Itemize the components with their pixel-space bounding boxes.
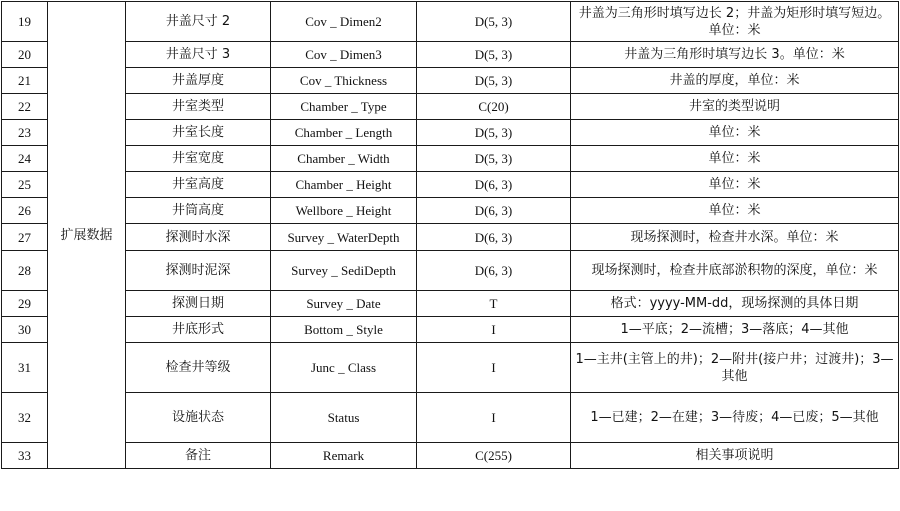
field-description: 井盖为三角形时填写边长 2；井盖为矩形时填写短边。单位：米 [571, 2, 899, 42]
field-name: 探测时泥深 [126, 251, 271, 291]
field-code: Status [271, 393, 417, 443]
group-label: 扩展数据 [48, 2, 126, 469]
field-type: D(6, 3) [417, 172, 571, 198]
table-row [2, 146, 899, 172]
field-code: Cov _ Dimen3 [271, 42, 417, 68]
row-number: 31 [2, 343, 48, 393]
field-name: 设施状态 [126, 393, 271, 443]
field-type: D(5, 3) [417, 68, 571, 94]
spec-table-body [2, 2, 899, 469]
row-number: 25 [2, 172, 48, 198]
field-description: 井盖的厚度，单位：米 [571, 68, 899, 94]
spec-table [1, 1, 899, 469]
field-type: D(5, 3) [417, 120, 571, 146]
table-row [2, 198, 899, 224]
field-code: Remark [271, 443, 417, 469]
field-type: D(5, 3) [417, 42, 571, 68]
field-name: 井底形式 [126, 317, 271, 343]
row-number: 33 [2, 443, 48, 469]
row-number: 23 [2, 120, 48, 146]
row-number: 32 [2, 393, 48, 443]
row-number: 22 [2, 94, 48, 120]
table-row [2, 224, 899, 251]
field-name: 备注 [126, 443, 271, 469]
field-code: Wellbore _ Height [271, 198, 417, 224]
field-type: D(6, 3) [417, 251, 571, 291]
field-name: 井室类型 [126, 94, 271, 120]
field-type: T [417, 291, 571, 317]
table-row [2, 68, 899, 94]
field-description: 井室的类型说明 [571, 94, 899, 120]
field-name: 探测日期 [126, 291, 271, 317]
field-name: 井盖厚度 [126, 68, 271, 94]
field-name: 井盖尺寸 3 [126, 42, 271, 68]
field-description: 相关事项说明 [571, 443, 899, 469]
field-name: 井室宽度 [126, 146, 271, 172]
field-code: Chamber _ Height [271, 172, 417, 198]
field-code: Chamber _ Length [271, 120, 417, 146]
field-name: 井室高度 [126, 172, 271, 198]
field-code: Junc _ Class [271, 343, 417, 393]
table-row [2, 172, 899, 198]
field-code: Bottom _ Style [271, 317, 417, 343]
field-description: 1—平底；2—流槽；3—落底；4—其他 [571, 317, 899, 343]
field-type: I [417, 317, 571, 343]
field-description: 单位：米 [571, 198, 899, 224]
table-row [2, 343, 899, 393]
field-name: 探测时水深 [126, 224, 271, 251]
row-number: 19 [2, 2, 48, 42]
row-number: 26 [2, 198, 48, 224]
field-code: Cov _ Dimen2 [271, 2, 417, 42]
row-number: 28 [2, 251, 48, 291]
row-number: 29 [2, 291, 48, 317]
row-number: 30 [2, 317, 48, 343]
field-code: Cov _ Thickness [271, 68, 417, 94]
field-type: D(5, 3) [417, 146, 571, 172]
row-number: 20 [2, 42, 48, 68]
field-description: 格式：yyyy-MM-dd，现场探测的具体日期 [571, 291, 899, 317]
field-code: Survey _ WaterDepth [271, 224, 417, 251]
field-code: Chamber _ Type [271, 94, 417, 120]
field-name: 井室长度 [126, 120, 271, 146]
field-description: 井盖为三角形时填写边长 3。单位：米 [571, 42, 899, 68]
field-type: C(20) [417, 94, 571, 120]
field-type: I [417, 343, 571, 393]
table-row [2, 251, 899, 291]
table-row [2, 317, 899, 343]
row-number: 24 [2, 146, 48, 172]
field-name: 井盖尺寸 2 [126, 2, 271, 42]
table-row [2, 393, 899, 443]
table-row [2, 443, 899, 469]
field-type: D(6, 3) [417, 198, 571, 224]
field-description: 1—已建；2—在建；3—待废；4—已废；5—其他 [571, 393, 899, 443]
field-code: Survey _ SediDepth [271, 251, 417, 291]
field-description: 现场探测时，检查井底部淤积物的深度，单位：米 [571, 251, 899, 291]
field-type: D(5, 3) [417, 2, 571, 42]
field-code: Chamber _ Width [271, 146, 417, 172]
row-number: 27 [2, 224, 48, 251]
table-row [2, 2, 899, 42]
field-description: 单位：米 [571, 172, 899, 198]
field-type: I [417, 393, 571, 443]
table-row [2, 94, 899, 120]
field-description: 现场探测时，检查井水深。单位：米 [571, 224, 899, 251]
field-description: 单位：米 [571, 146, 899, 172]
field-description: 1—主井(主管上的井)；2—附井(接户井；过渡井)；3—其他 [571, 343, 899, 393]
field-code: Survey _ Date [271, 291, 417, 317]
table-row [2, 42, 899, 68]
table-row [2, 291, 899, 317]
field-name: 井筒高度 [126, 198, 271, 224]
field-name: 检查井等级 [126, 343, 271, 393]
field-type: C(255) [417, 443, 571, 469]
table-row [2, 120, 899, 146]
row-number: 21 [2, 68, 48, 94]
field-description: 单位：米 [571, 120, 899, 146]
field-type: D(6, 3) [417, 224, 571, 251]
